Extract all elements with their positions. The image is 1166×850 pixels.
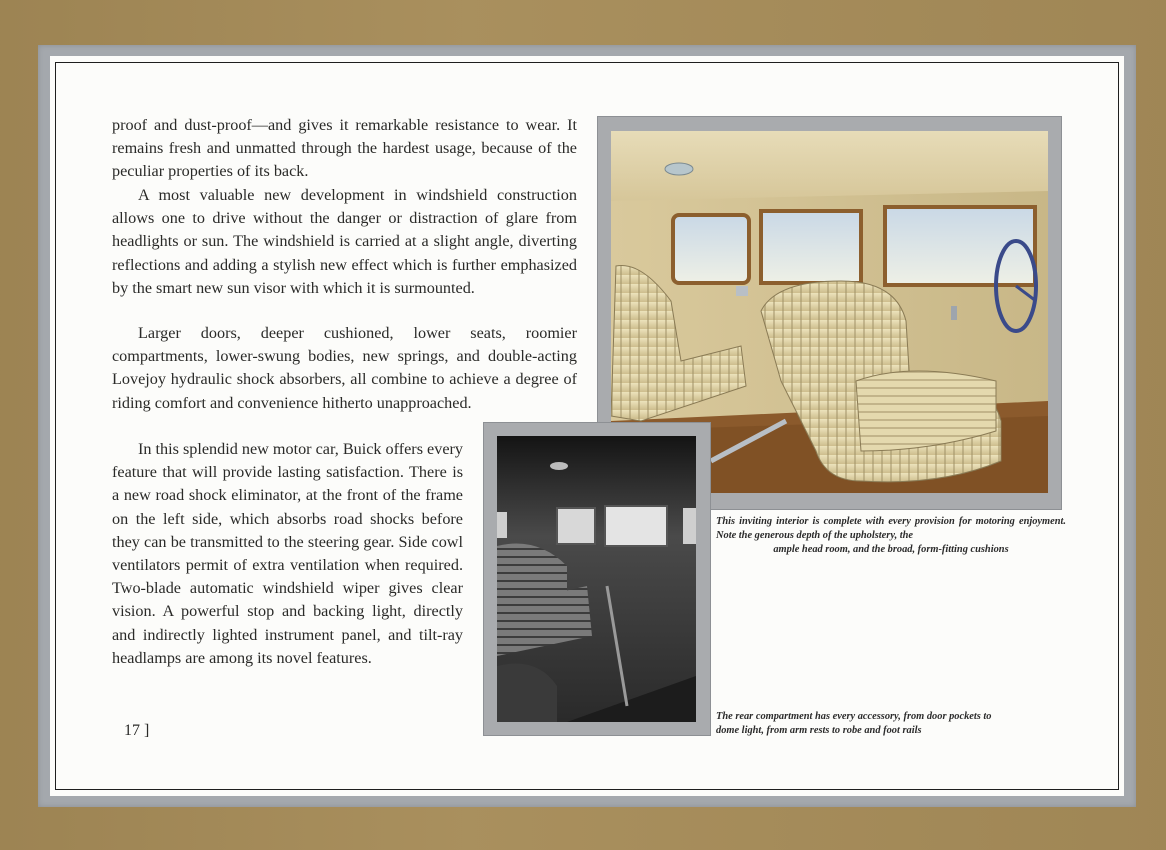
rear-compartment-caption-line-a: The rear compartment has every accessory, from door pockets to (716, 711, 992, 722)
front-interior-caption-line-b: ample head room, and the broad, form-fitting cushions (773, 544, 1009, 555)
rear-compartment-photo (497, 436, 696, 722)
rear-compartment-illustration (497, 436, 696, 722)
body-paragraph-3 (112, 322, 577, 415)
front-interior-caption (716, 515, 1066, 557)
body-paragraph-1: proof and dust-proof—and gives it remarkable resistance to wear. It remains fresh and unmatted through the hardest usage, because of the peculiar properties of its back. (112, 116, 577, 181)
rear-compartment-caption (716, 710, 1076, 738)
rear-compartment-caption-line-b: dome light, from arm rests to robe and foot rails (716, 725, 922, 736)
front-interior-caption-line-a: This inviting interior is complete with every provision for motoring enjoyment. Note the generous depth of the upholstery, the (716, 516, 1066, 541)
body-paragraph-2: A most valuable new development in windshield construction allows one to drive without the danger or distraction of glare from headlights or sun. The windshield is carried at a slight angle, diverting reflections and adding a stylish new effect which is further emphasized by the smart new sun visor with which it is surmounted. (112, 186, 577, 297)
body-paragraph-4: In this splendid new motor car, Buick offers every feature that will provide lasting satisfaction. There is a new road shock eliminator, at the front of the frame on the left side, which absorbs road shocks before they can be transmitted to the steering gear. Side cowl ventilators permit of extra ventilation when required. Two-blade automatic windshield wiper gives clear vision. A powerful stop and backing light, directly and indirectly lighted instrument panel, and tilt-ray headlamps are among its novel features. (112, 440, 463, 667)
page-number: 17 ] (124, 722, 150, 739)
body-paragraph-3-text: Larger doors, deeper cushioned, lower seats, roomier compartments, lower-swung bodies, new springs, and double-acting Lovejoy hydraulic shock absorbers, all combine to achieve a degree of riding comfort and convenience hitherto unapproached. (112, 324, 577, 412)
